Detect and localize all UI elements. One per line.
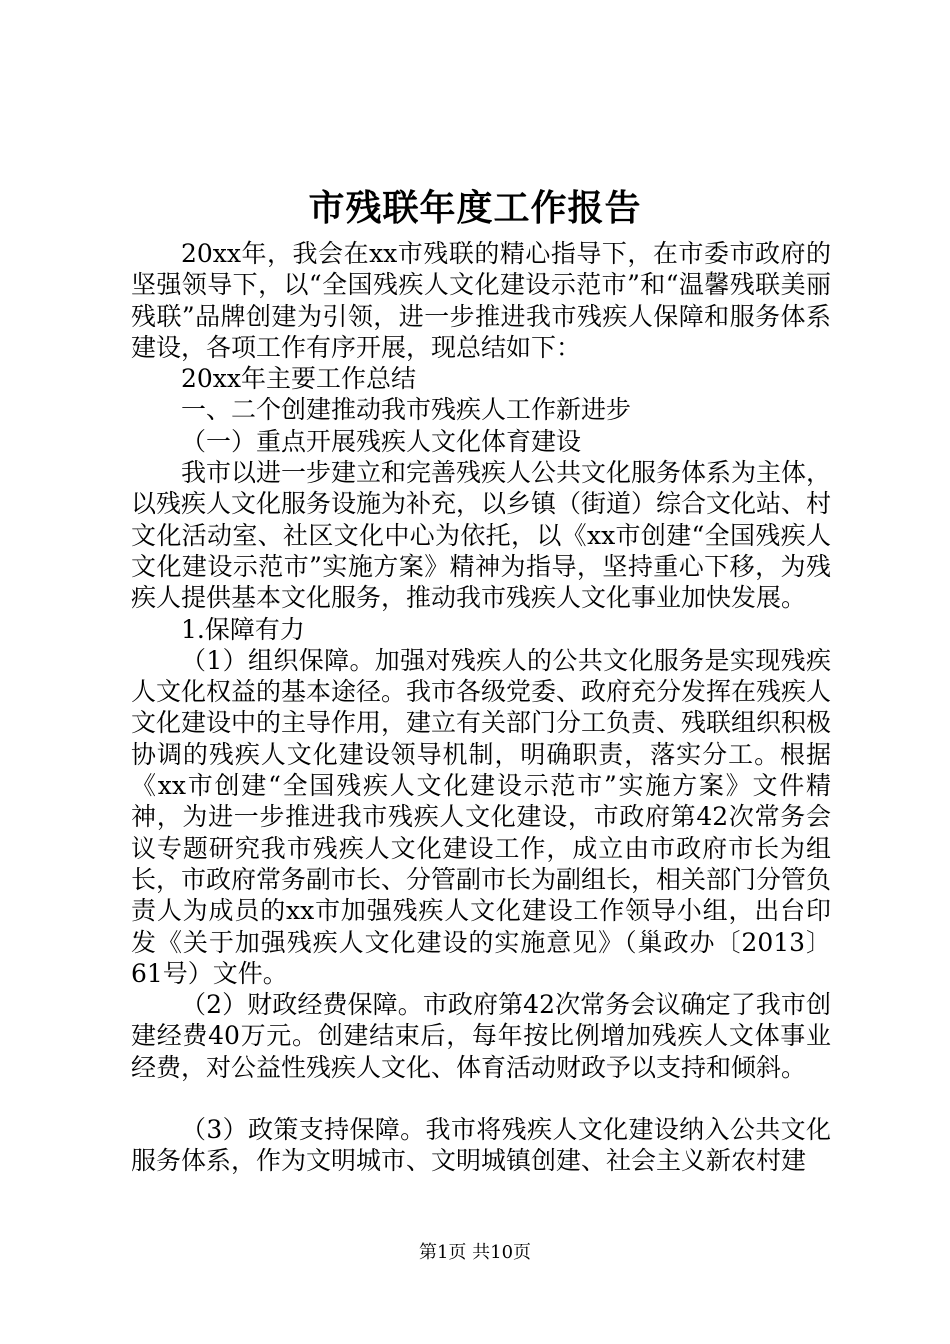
paragraph-intro: 20xx年，我会在xx市残联的精心指导下，在市委市政府的坚强领导下，以“全国残疾人文化建设示范市”和“温馨残联美丽残联”品牌创建为引领，进一步推进我市残疾人保障和服务体系建设，各项工作有序开展，现总结如下： xyxy=(131,239,831,362)
paragraph-culture-system: 我市以进一步建立和完善残疾人公共文化服务体系为主体，以残疾人文化服务设施为补充，以乡镇（街道）综合文化站、村文化活动室、社区文化中心为依托，以《xx市创建“全国残疾人文化建设示范市”实施方案》精神为指导，坚持重心下移，为残疾人提供基本文化服务，推动我市残疾人文化事业加快发展。 xyxy=(131,458,832,613)
paragraph-organization-guarantee: （1）组织保障。加强对残疾人的公共文化服务是实现残疾人文化权益的基本途径。我市各级党委、政府充分发挥在残疾人文化建设中的主导作用，建立有关部门分工负责、残联组织积极协调的残疾人文化建设领导机制，明确职责，落实分工。根据《xx市创建“全国残疾人文化建设示范市”实施方案》文件精神，为进一步推进我市残疾人文化建设，市政府第42次常务会议专题研究我市残疾人文化建设工作，成立由市政府市长为组长，市政府常务副市长、分管副市长为副组长，相关部门分管负责人为成员的xx市加强残疾人文化建设工作领导小组，出台印发《关于加强残疾人文化建设的实施意见》（巢政办〔2013〕61号）文件。 xyxy=(131,645,832,988)
subsection-heading-1: （一）重点开展残疾人文化体育建设 xyxy=(181,426,582,456)
document-body xyxy=(131,238,831,1177)
paragraph-policy-guarantee: （3）政策支持保障。我市将残疾人文化建设纳入公共文化服务体系，作为文明城市、文明城镇创建、社会主义新农村建 xyxy=(131,1115,831,1176)
section-heading-1: 一、二个创建推动我市残疾人工作新进步 xyxy=(181,395,632,425)
document-title: 市残联年度工作报告 xyxy=(308,187,642,229)
page-number-footer: 第1页 共10页 xyxy=(418,1242,532,1263)
item-heading-guarantee: 1.保障有力 xyxy=(181,614,305,644)
paragraph-finance-guarantee: （2）财政经费保障。市政府第42次常务会议确定了我市创建经费40万元。创建结束后，每年按比例增加残疾人文体事业经费，对公益性残疾人文化、体育活动财政予以支持和倾斜。 xyxy=(131,990,831,1082)
paragraph-summary-heading: 20xx年主要工作总结 xyxy=(181,364,417,394)
